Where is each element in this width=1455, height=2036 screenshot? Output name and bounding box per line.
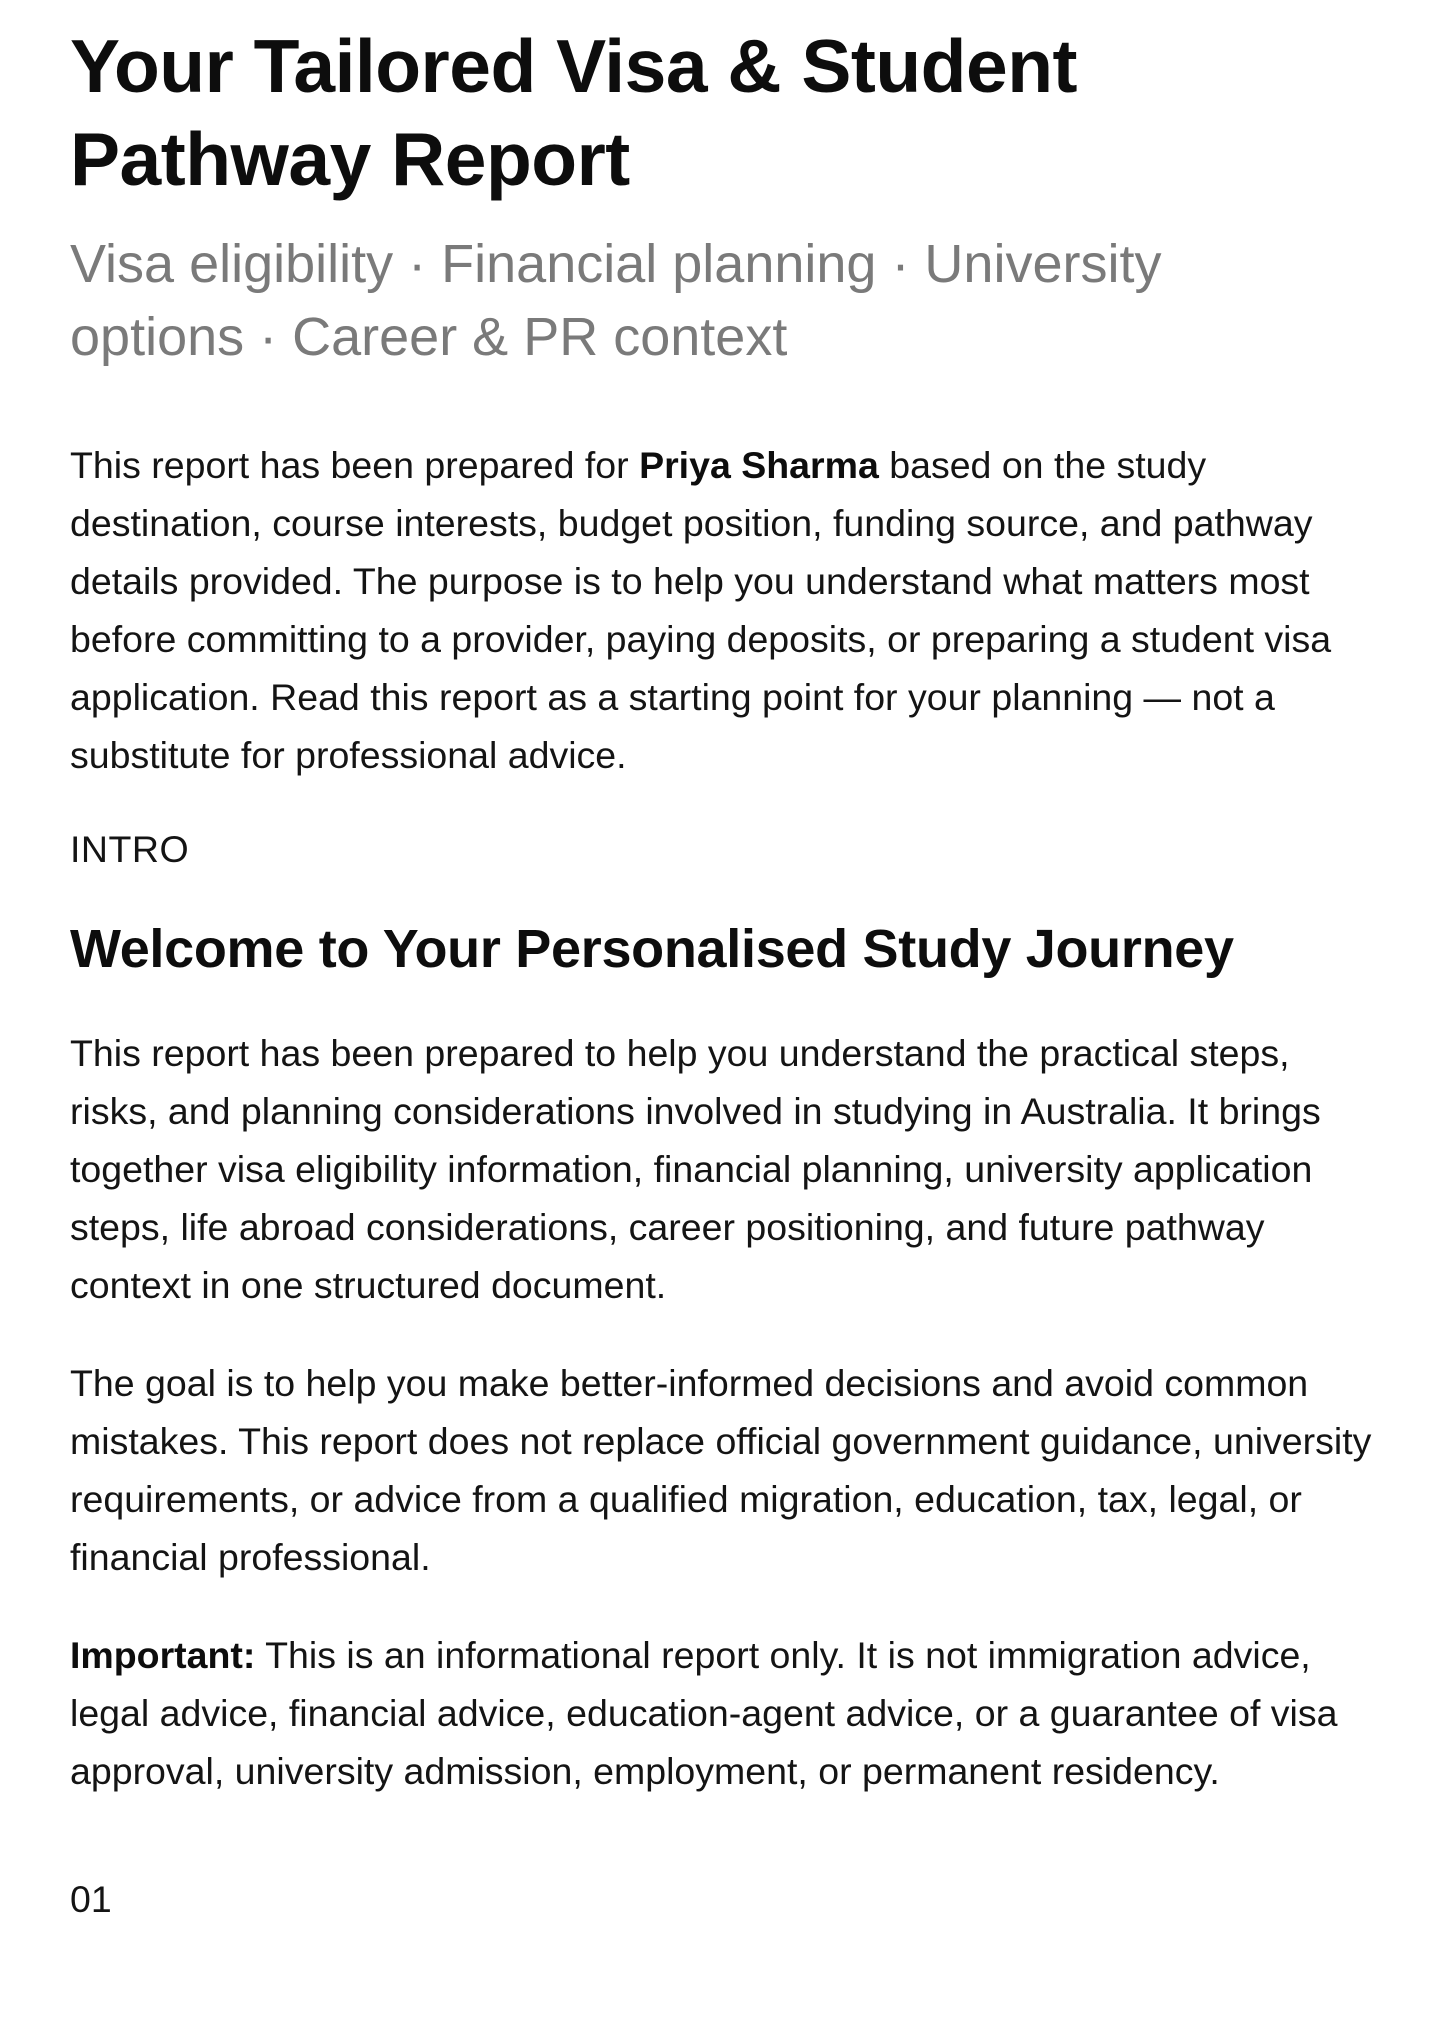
important-notice	[70, 1626, 1385, 1800]
important-text: This is an informational report only. It is not immigration advice, legal advice, financial advice, education-agent advice, or a guarantee of visa approval, university admission, employment, or permanent residency.	[70, 1634, 1338, 1792]
report-subtitle: Visa eligibility · Financial planning · University options · Career & PR context	[70, 234, 1162, 367]
welcome-paragraph-1: This report has been prepared to help you understand the practical steps, risks, and planning considerations involved in studying in Australia. It brings together visa eligibility information, financial planning, university application steps, life abroad considerations, career positioning, and future pathway context in one structured document.	[70, 1032, 1321, 1306]
report-title: Your Tailored Visa & Student Pathway Report	[70, 24, 1077, 201]
client-name: Priya Sharma	[639, 444, 879, 486]
intro-text-after-name: based on the study destination, course interests, budget position, funding source, and pathway details provided. The purpose is to help you understand what matters most before committing to a provider, paying deposits, or preparing a student visa application. Read this report as a starting point for your planning — not a substitute for professional advice.	[70, 444, 1332, 776]
important-label: Important:	[70, 1634, 256, 1676]
intro-text-before-name: This report has been prepared for	[70, 444, 640, 486]
section-heading: Welcome to Your Personalised Study Journey	[70, 919, 1234, 979]
intro-paragraph	[70, 436, 1385, 784]
welcome-paragraph-2: The goal is to help you make better-informed decisions and avoid common mistakes. This report does not replace official government guidance, university requirements, or advice from a qualified migration, education, tax, legal, or financial professional.	[70, 1362, 1372, 1578]
section-label: INTRO	[70, 828, 190, 870]
page-number: 01	[70, 1878, 112, 1920]
